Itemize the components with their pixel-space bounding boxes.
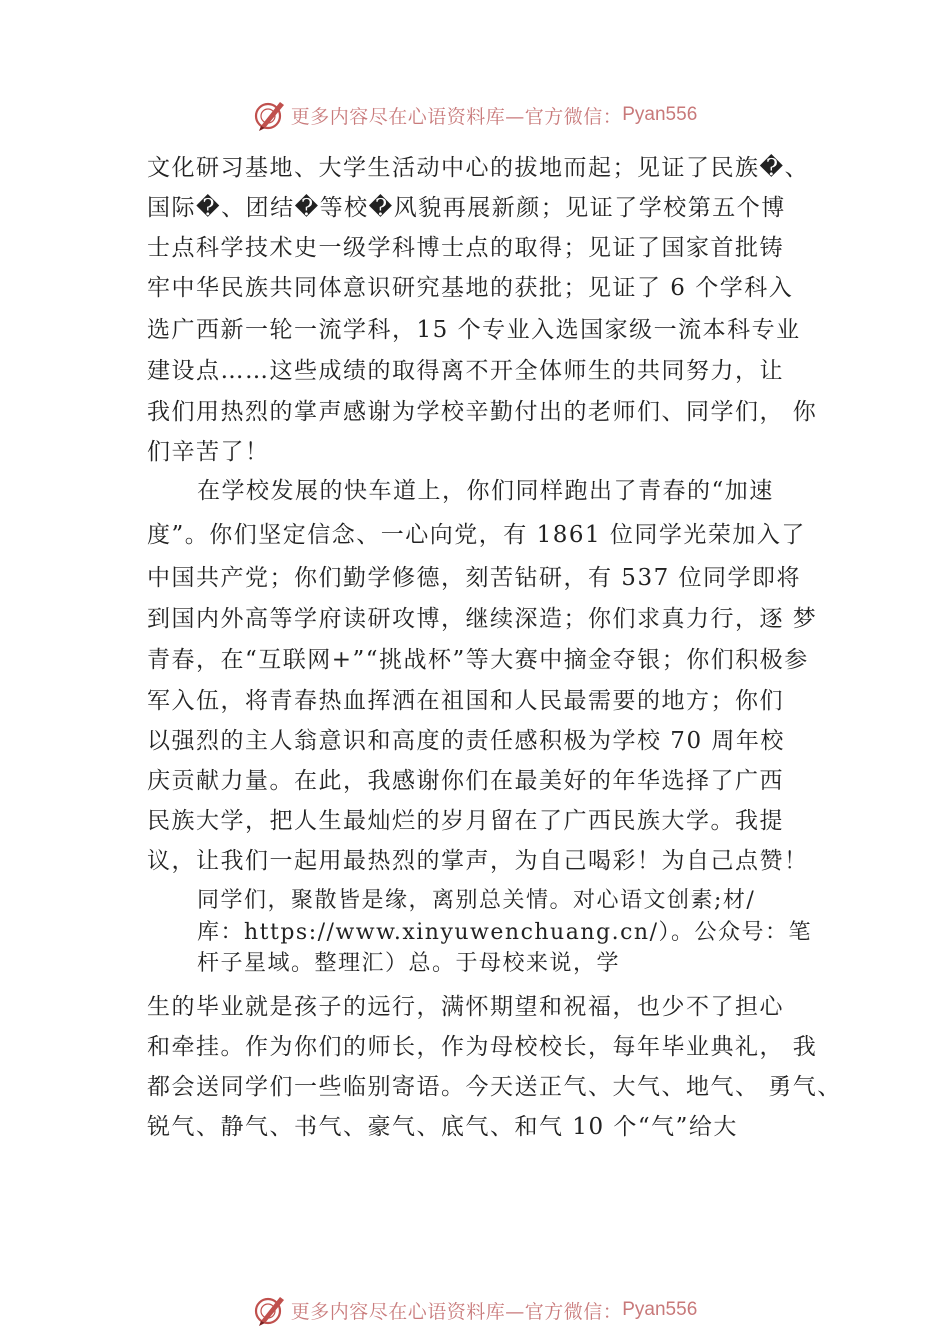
text-line: 士点科学技术史一级学科博士点的取得；见证了国家首批铸 bbox=[147, 235, 784, 261]
text-line: 议，让我们一起用最热烈的掌声，为自己喝彩！为自己点赞！ bbox=[147, 848, 809, 874]
text-line: 庆贡献力量。在此，我感谢你们在最美好的年华选择了广西 bbox=[147, 768, 784, 794]
text-line: 民族大学，把人生最灿烂的岁月留在了广西民族大学。我提 bbox=[147, 808, 784, 834]
footer-banner-text: 更多内容尽在心语资料库—官方微信： bbox=[290, 1300, 623, 1323]
text-line: 们辛苦了！ bbox=[147, 439, 270, 465]
text-line: 度”。你们坚定信念、一心向党，有 1861 位同学光荣加入了 bbox=[147, 522, 806, 548]
text-line: 青春，在“互联网+”“挑战杯”等大赛中摘金夺银；你们积极参 bbox=[147, 647, 809, 673]
footer-banner bbox=[0, 1290, 950, 1330]
text-line: 中国共产党；你们勤学修德，刻苦钻研，有 537 位同学即将 bbox=[147, 565, 802, 591]
text-line: 军入伍，将青春热血挥洒在祖国和人民最需要的地方；你们 bbox=[147, 688, 784, 714]
text-line: 同学们，聚散皆是缘，离别总关情。对心语文创素;材/ bbox=[197, 888, 756, 913]
text-line: 建设点……这些成绩的取得离不开全体师生的共同努力，让 bbox=[147, 358, 784, 384]
text-line: 杆子星域。整理汇）总。于母校来说，学 bbox=[197, 951, 621, 976]
pen-logo-icon bbox=[253, 1292, 289, 1328]
text-line: 到国内外高等学府读研攻博，继续深造；你们求真力行，逐 梦 bbox=[147, 606, 818, 632]
text-line: 选广西新一轮一流学科，15 个专业入选国家级一流本科专业 bbox=[147, 317, 801, 343]
text-line: 和牵挂。作为你们的师长，作为母校校长，每年毕业典礼， 我 bbox=[147, 1034, 818, 1060]
text-line: 国际�、团结�等校�风貌再展新颜；见证了学校第五个博 bbox=[147, 195, 786, 221]
header-banner-text: 更多内容尽在心语资料库—官方微信： bbox=[290, 105, 623, 128]
text-line: 文化研习基地、大学生活动中心的拔地而起；见证了民族�、 bbox=[147, 155, 810, 181]
footer-wechat-id: Pyan556 bbox=[622, 1299, 698, 1320]
pen-logo-icon bbox=[253, 97, 289, 133]
text-line: 生的毕业就是孩子的远行，满怀期望和祝福，也少不了担心 bbox=[147, 994, 784, 1020]
text-line: 都会送同学们一些临别寄语。今天送正气、大气、地气、 勇气、 bbox=[147, 1074, 842, 1100]
text-line: 锐气、静气、书气、豪气、底气、和气 10 个“气”给大 bbox=[147, 1114, 738, 1140]
header-wechat-id: Pyan556 bbox=[622, 104, 698, 125]
text-line: 以强烈的主人翁意识和高度的责任感积极为学校 70 周年校 bbox=[147, 728, 785, 754]
header-banner bbox=[0, 95, 950, 135]
text-line: 库：https://www.xinyuwenchuang.cn/）。公众号：笔 bbox=[197, 920, 812, 945]
text-line: 牢中华民族共同体意识研究基地的获批；见证了 6 个学科入 bbox=[147, 275, 794, 301]
text-line: 我们用热烈的掌声感谢为学校辛勤付出的老师们、同学们， 你 bbox=[147, 399, 818, 425]
text-line: 在学校发展的快车道上，你们同样跑出了青春的“加速 bbox=[197, 478, 774, 504]
